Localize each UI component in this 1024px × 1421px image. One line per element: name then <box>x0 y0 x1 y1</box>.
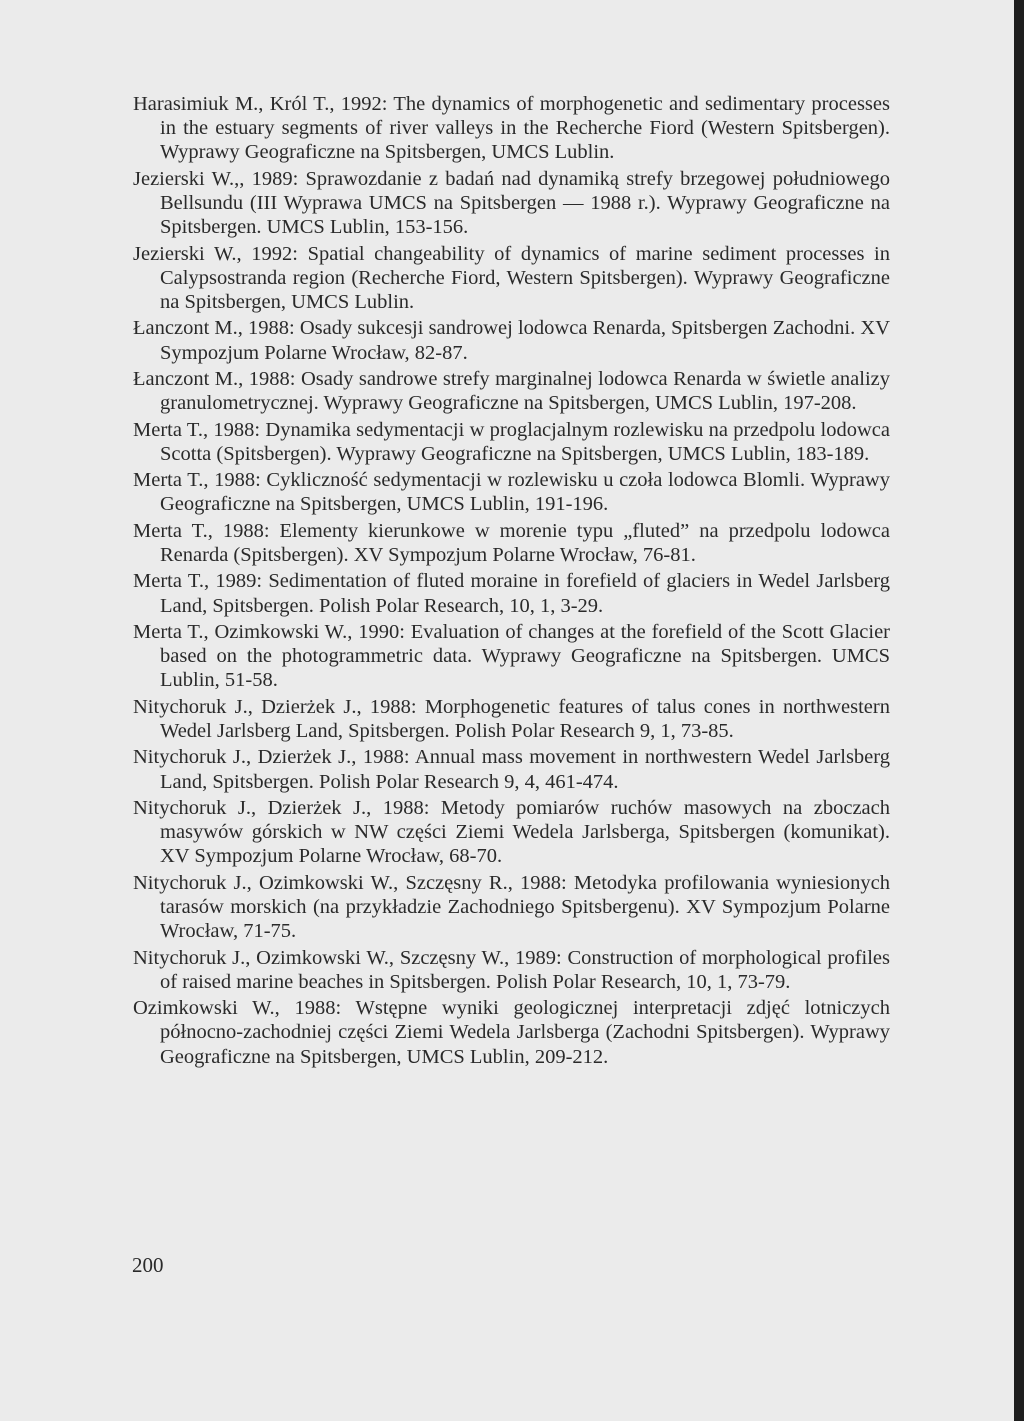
page-number: 200 <box>132 1253 164 1277</box>
reference-entry: Łanczont M., 1988: Osady sandrowe strefy marginalnej lodowca Renarda w świetle analizy granulometrycznej. Wyprawy Geograficzne na Spitsbergen, UMCS Lublin, 197-208. <box>133 367 890 415</box>
reference-entry: Nitychoruk J., Dzierżek J., 1988: Annual mass movement in northwestern Wedel Jarlsberg Land, Spitsbergen. Polish Polar Research 9, 4, 461-474. <box>133 746 890 793</box>
reference-entry: Merta T., 1988: Cykliczność sedymentacji w rozlewisku u czoła lodowca Blomli. Wyprawy Geograficzne na Spitsbergen, UMCS Lublin, 191-196. <box>133 469 890 516</box>
reference-entry: Merta T., 1989: Sedimentation of fluted moraine in forefield of glaciers in Wedel Jarlsberg Land, Spitsbergen. Polish Polar Research, 10, 1, 3-29. <box>133 570 890 617</box>
reference-entry: Nitychoruk J., Dzierżek J., 1988: Morphogenetic features of talus cones in northwestern Wedel Jarlsberg Land, Spitsbergen. Polish Polar Research 9, 1, 73-85. <box>133 695 890 742</box>
reference-entry: Nitychoruk J., Ozimkowski W., Szczęsny R., 1988: Metodyka profilowania wyniesionych tarasów morskich (na przykładzie Zachodniego Spitsbergenu). XV Sympozjum Polarne Wrocław, 71-75. <box>133 871 890 943</box>
page-edge-shadow <box>1014 0 1024 1421</box>
reference-entry: Merta T., 1988: Elementy kierunkowe w morenie typu „fluted” na przedpolu lodowca Renarda (Spitsbergen). XV Sympozjum Polarne Wrocław, 76-81. <box>133 519 890 566</box>
reference-entry: Merta T., 1988: Dynamika sedymentacji w proglacjalnym rozlewisku na przedpolu lodowca Scotta (Spitsbergen). Wyprawy Geograficzne na Spitsbergen, UMCS Lublin, 183-189. <box>133 418 890 465</box>
reference-entry: Nitychoruk J., Ozimkowski W., Szczęsny W., 1989: Construction of morphological profiles of raised marine beaches in Spitsbergen. Polish Polar Research, 10, 1, 73-79. <box>133 946 890 993</box>
reference-entry: Harasimiuk M., Król T., 1992: The dynamics of morphogenetic and sedimentary processes in the estuary segments of river valleys in the Recherche Fiord (Western Spitsbergen). Wyprawy Geograficzne na Spitsbergen, UMCS Lublin. <box>133 93 890 164</box>
reference-entry: Ozimkowski W., 1988: Wstępne wyniki geologicznej interpretacji zdjęć lotniczych północno-zachodniej części Ziemi Wedela Jarlsberga (Zachodni Spitsbergen). Wyprawy Geograficzne na Spitsbergen, UMCS Lublin, 209-212. <box>133 997 890 1068</box>
reference-entry: Jezierski W.,, 1989: Sprawozdanie z badań nad dynamiką strefy brzegowej południowego Bellsundu (III Wyprawa UMCS na Spitsbergen — 1988 r.). Wyprawy Geograficzne na Spitsbergen. UMCS Lublin, 153-156. <box>133 167 890 239</box>
reference-entry: Merta T., Ozimkowski W., 1990: Evaluation of changes at the forefield of the Scott Glacier based on the photogrammetric data. Wyprawy Geograficzne na Spitsbergen. UMCS Lublin, 51-58. <box>133 620 890 692</box>
reference-list <box>133 92 890 1071</box>
reference-entry: Łanczont M., 1988: Osady sukcesji sandrowej lodowca Renarda, Spitsbergen Zachodni. XV Sympozjum Polarne Wrocław, 82-87. <box>133 317 890 364</box>
reference-entry: Jezierski W., 1992: Spatial changeability of dynamics of marine sediment processes in Calypsostranda region (Recherche Fiord, Western Spitsbergen). Wyprawy Geograficzne na Spitsbergen, UMCS Lublin. <box>133 242 890 313</box>
reference-entry: Nitychoruk J., Dzierżek J., 1988: Metody pomiarów ruchów masowych na zboczach masywów górskich w NW części Ziemi Wedela Jarlsberga, Spitsbergen (komunikat). XV Sympozjum Polarne Wrocław, 68-70. <box>133 796 890 868</box>
